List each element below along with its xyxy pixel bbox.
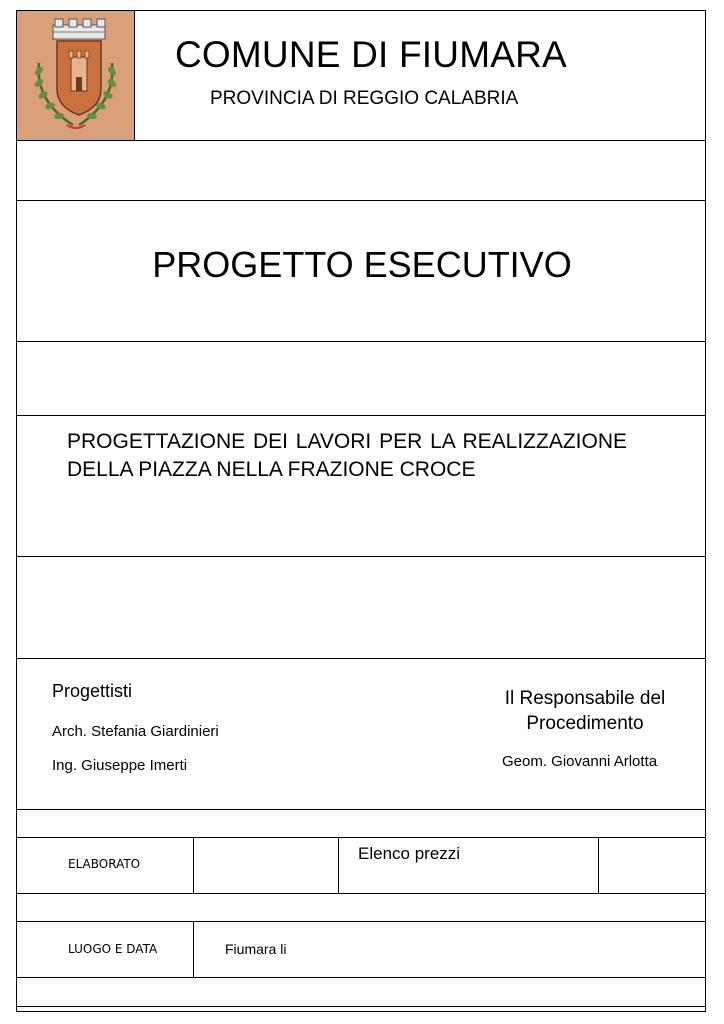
- coat-of-arms-logo: [17, 11, 134, 140]
- cell-divider: [193, 921, 194, 977]
- designer-name: Ing. Giuseppe Imerti: [52, 757, 188, 774]
- cell-divider: [338, 837, 339, 893]
- divider: [16, 658, 706, 659]
- coat-of-arms-icon: [17, 11, 134, 140]
- luogo-label: LUOGO E DATA: [68, 942, 158, 956]
- elaborato-value: Elenco prezzi: [358, 844, 461, 863]
- divider: [16, 977, 706, 978]
- divider: [16, 893, 706, 894]
- municipality-title: COMUNE DI FIUMARA: [175, 34, 567, 75]
- luogo-value: Fiumara li: [225, 941, 287, 957]
- divider: [16, 415, 706, 416]
- manager-heading: Il Responsabile del Procedimento: [504, 688, 666, 734]
- designer-name: Arch. Stefania Giardinieri: [52, 723, 219, 740]
- divider: [16, 556, 706, 557]
- elaborato-label: ELABORATO: [68, 857, 141, 871]
- cell-divider: [598, 837, 599, 893]
- project-description: PROGETTAZIONE DEI LAVORI PER LA REALIZZAZIONE DELLA PIAZZA NELLA FRAZIONE CROCE: [67, 430, 627, 481]
- divider: [16, 341, 706, 342]
- project-type-title: PROGETTO ESECUTIVO: [152, 244, 572, 285]
- logo-divider: [134, 10, 135, 141]
- manager-name: Geom. Giovanni Arlotta: [502, 753, 658, 770]
- designers-heading: Progettisti: [52, 681, 133, 701]
- divider: [16, 1006, 706, 1007]
- divider: [16, 837, 706, 838]
- divider: [16, 921, 706, 922]
- divider: [16, 140, 706, 141]
- divider: [16, 809, 706, 810]
- province-subtitle: PROVINCIA DI REGGIO CALABRIA: [210, 88, 519, 109]
- cell-divider: [193, 837, 194, 893]
- divider: [16, 200, 706, 201]
